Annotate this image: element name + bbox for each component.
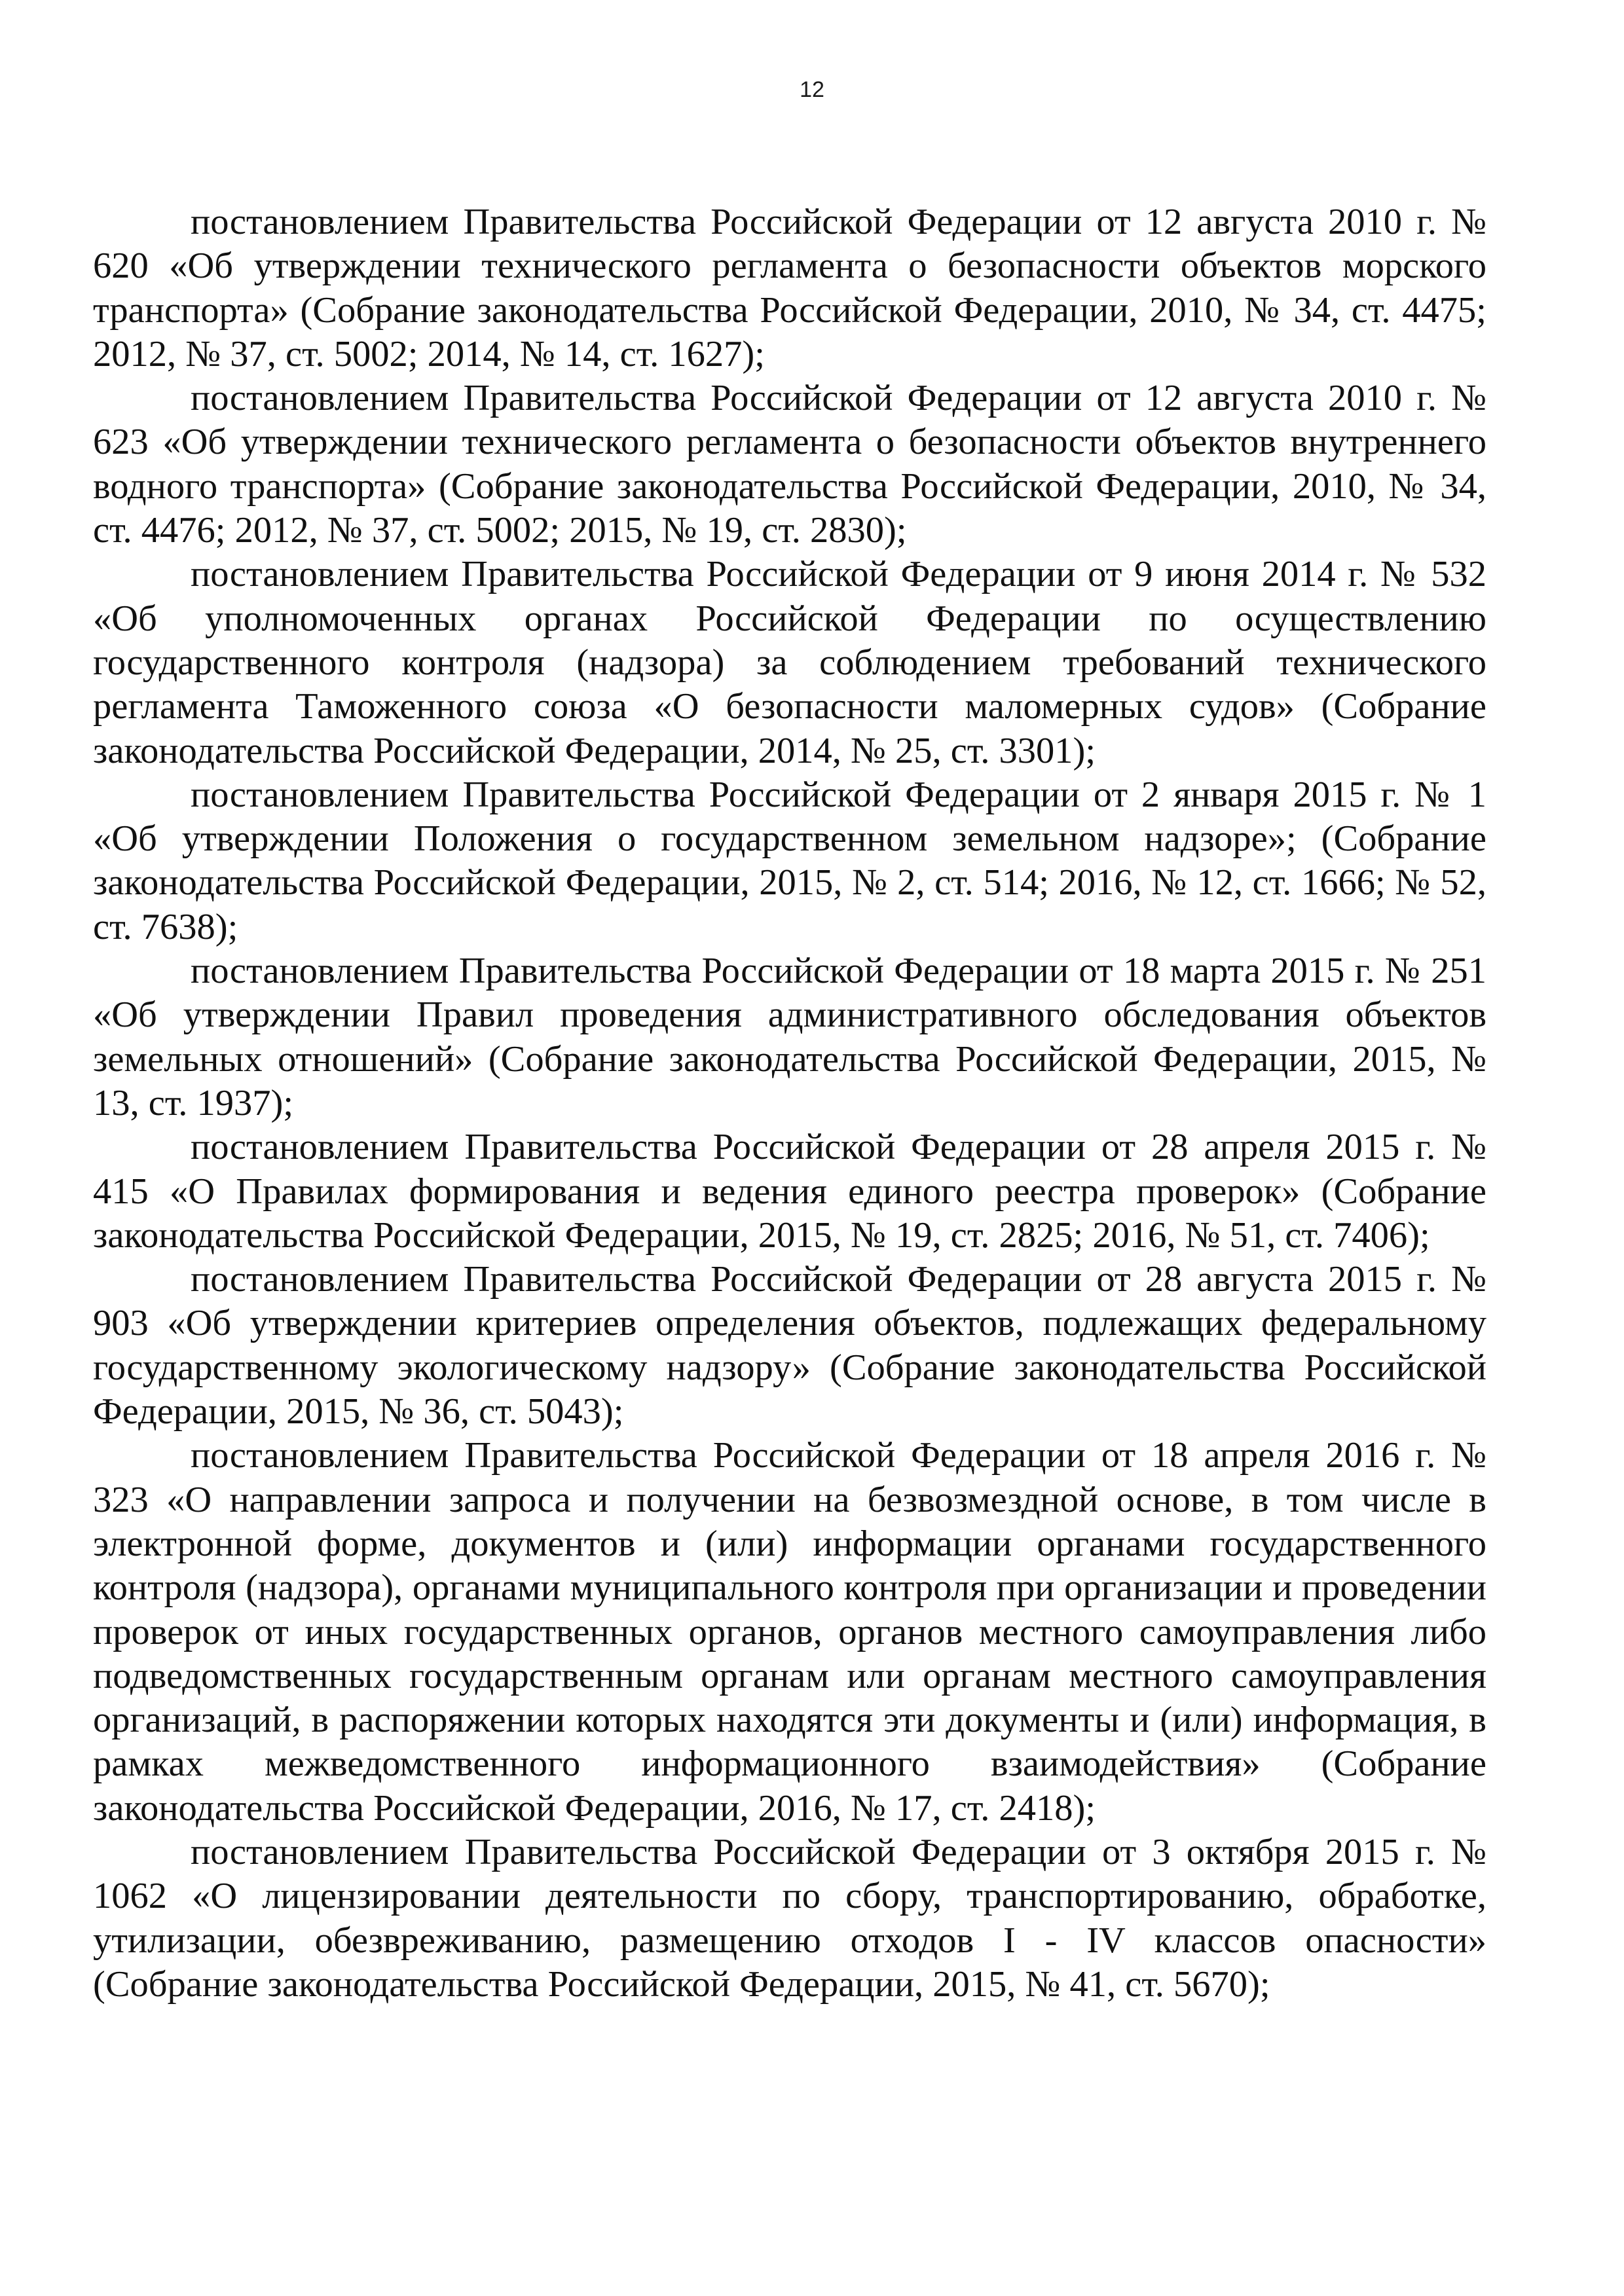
page-number: 12 bbox=[800, 77, 824, 102]
paragraph-2: постановлением Правительства Российской Федерации от 12 августа 2010 г. № 623 «Об утверждении технического регламента о безопасности объектов внутреннего водного транспорта» (Собрание законодательства Российской Федерации, 2010, № 34, ст. 4476; 2012, № 37, ст. 5002; 2015, № 19, ст. 2830); bbox=[93, 378, 1486, 551]
paragraph-5: постановлением Правительства Российской Федерации от 18 марта 2015 г. № 251 «Об утверждении Правил проведения административного обследования объектов земельных отношений» (Собрание законодательства Российской Федерации, 2015, № 13, ст. 1937); bbox=[93, 951, 1486, 1123]
paragraph-4: постановлением Правительства Российской Федерации от 2 января 2015 г. № 1 «Об утверждении Положения о государственном земельном надзоре»; (Собрание законодательства Российской Федерации, 2015, № 2, ст. 514; 2016, № 12, ст. 1666; № 52, ст. 7638); bbox=[93, 774, 1486, 947]
paragraph-9: постановлением Правительства Российской Федерации от 3 октября 2015 г. № 1062 «О лицензировании деятельности по сбору, транспортированию, обработке, утилизации, обезвреживанию, размещению отходов I - IV классов опасности» (Собрание законодательства Российской Федерации, 2015, № 41, ст. 5670); bbox=[93, 1831, 1486, 2005]
document-body bbox=[93, 200, 1486, 2007]
paragraph-7: постановлением Правительства Российской Федерации от 28 августа 2015 г. № 903 «Об утверждении критериев определения объектов, подлежащих федеральному государственному экологическому надзору» (Собрание законодательства Российской Федерации, 2015, № 36, ст. 5043); bbox=[93, 1259, 1486, 1432]
paragraph-6: постановлением Правительства Российской Федерации от 28 апреля 2015 г. № 415 «О Правилах формирования и ведения единого реестра проверок» (Собрание законодательства Российской Федерации, 2015, № 19, ст. 2825; 2016, № 51, ст. 7406); bbox=[93, 1127, 1486, 1256]
paragraph-3: постановлением Правительства Российской Федерации от 9 июня 2014 г. № 532 «Об уполномоченных органах Российской Федерации по осуществлению государственного контроля (надзора) за соблюдением требований технического регламента Таможенного союза «О безопасности маломерных судов» (Собрание законодательства Российской Федерации, 2014, № 25, ст. 3301); bbox=[93, 554, 1486, 771]
paragraph-1: постановлением Правительства Российской Федерации от 12 августа 2010 г. № 620 «Об утверждении технического регламента о безопасности объектов морского транспорта» (Собрание законодательства Российской Федерации, 2010, № 34, ст. 4475; 2012, № 37, ст. 5002; 2014, № 14, ст. 1627); bbox=[93, 202, 1486, 374]
paragraph-8: постановлением Правительства Российской Федерации от 18 апреля 2016 г. № 323 «О направлении запроса и получении на безвозмездной основе, в том числе в электронной форме, документов и (или) информации органами государственного контроля (надзора), органами муниципального контроля при организации и проведении проверок от иных государственных органов, органов местного самоуправления либо подведомственных государственным органам или органам местного самоуправления организаций, в распоряжении которых находятся эти документы и (или) информация, в рамках межведомственного информационного взаимодействия» (Собрание законодательства Российской Федерации, 2016, № 17, ст. 2418); bbox=[93, 1435, 1486, 1829]
